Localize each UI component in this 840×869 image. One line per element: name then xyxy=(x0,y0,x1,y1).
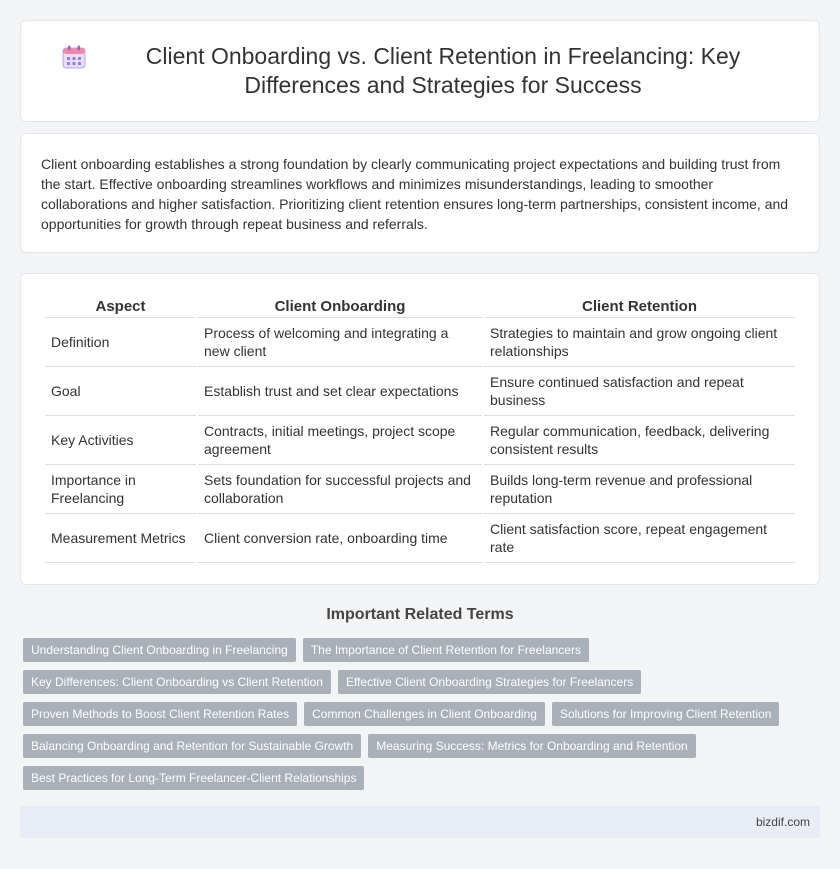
related-term-tag[interactable]: Balancing Onboarding and Retention for Sustainable Growth xyxy=(23,734,361,758)
table-row xyxy=(45,367,795,416)
column-header-onboarding: Client Onboarding xyxy=(198,294,482,318)
related-term-tag[interactable]: Proven Methods to Boost Client Retention Rates xyxy=(23,702,297,726)
table-cell-onboarding: Sets foundation for successful projects and collaboration xyxy=(198,465,482,514)
related-terms-list xyxy=(23,638,813,798)
table-cell-aspect: Measurement Metrics xyxy=(45,514,196,563)
related-term-tag[interactable]: Key Differences: Client Onboarding vs Client Retention xyxy=(23,670,331,694)
table-cell-aspect: Goal xyxy=(45,367,196,416)
table-cell-retention: Builds long-term revenue and professional reputation xyxy=(484,465,795,514)
page-title: Client Onboarding vs. Client Retention in Freelancing: Key Differences and Strategies for Success xyxy=(145,43,741,98)
table-cell-aspect: Key Activities xyxy=(45,416,196,465)
header-card xyxy=(20,20,820,122)
related-term-tag[interactable]: Measuring Success: Metrics for Onboarding and Retention xyxy=(368,734,696,758)
comparison-table-card xyxy=(20,273,820,585)
table-row xyxy=(45,465,795,514)
related-term-tag[interactable]: Effective Client Onboarding Strategies for Freelancers xyxy=(338,670,641,694)
table-cell-aspect: Definition xyxy=(45,318,196,367)
related-term-tag[interactable]: Solutions for Improving Client Retention xyxy=(552,702,779,726)
related-terms-heading: Important Related Terms xyxy=(326,606,514,623)
column-header-aspect: Aspect xyxy=(45,294,196,318)
related-term-tag[interactable]: Understanding Client Onboarding in Freelancing xyxy=(23,638,296,662)
table-cell-retention: Ensure continued satisfaction and repeat business xyxy=(484,367,795,416)
table-row xyxy=(45,318,795,367)
table-cell-retention: Strategies to maintain and grow ongoing client relationships xyxy=(484,318,795,367)
table-cell-retention: Client satisfaction score, repeat engagement rate xyxy=(484,514,795,563)
table-row xyxy=(45,416,795,465)
related-term-tag[interactable]: Best Practices for Long-Term Freelancer-Client Relationships xyxy=(23,766,364,790)
column-header-retention: Client Retention xyxy=(484,294,795,318)
comparison-table xyxy=(43,294,797,563)
table-cell-onboarding: Process of welcoming and integrating a new client xyxy=(198,318,482,367)
table-cell-onboarding: Contracts, initial meetings, project scope agreement xyxy=(198,416,482,465)
table-header-row xyxy=(45,294,795,318)
intro-paragraph: Client onboarding establishes a strong foundation by clearly communicating project expectations and building trust from the start. Effective onboarding streamlines workflows and minimizes misunderstandings, leading to smoother collaborations and higher satisfaction. Prioritizing client retention ensures long-term partnerships, consistent income, and opportunities for growth through repeat business and referrals. xyxy=(41,156,789,232)
related-term-tag[interactable]: The Importance of Client Retention for Freelancers xyxy=(303,638,589,662)
related-term-tag[interactable]: Common Challenges in Client Onboarding xyxy=(304,702,545,726)
table-cell-aspect: Importance in Freelancing xyxy=(45,465,196,514)
table-row xyxy=(45,514,795,563)
calendar-icon xyxy=(61,44,87,70)
footer-site-link[interactable]: bizdif.com xyxy=(755,815,810,829)
table-cell-onboarding: Establish trust and set clear expectations xyxy=(198,367,482,416)
table-cell-onboarding: Client conversion rate, onboarding time xyxy=(198,514,482,563)
intro-card xyxy=(20,133,820,253)
footer xyxy=(20,806,820,838)
table-cell-retention: Regular communication, feedback, delivering consistent results xyxy=(484,416,795,465)
